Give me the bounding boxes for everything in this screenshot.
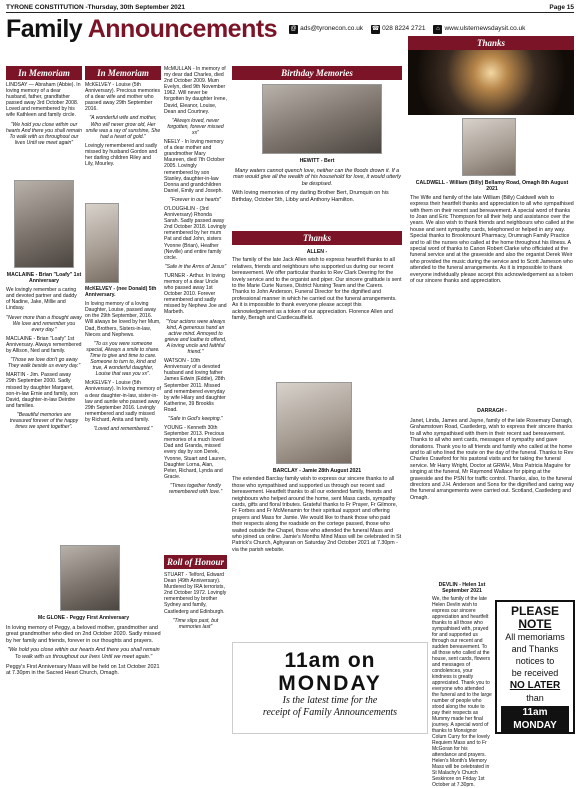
phone-icon: ☎ [371,25,380,32]
photo-mckelvey [85,203,119,283]
photo-hewitt [262,84,382,154]
deadline-notice [232,642,428,734]
caption-allen: ALLEN - [306,249,328,255]
caption-barclay: BARCLAY - Jamie 28th August 2021 [272,468,362,474]
caldwell-notice [410,178,574,406]
notice-maclaine-2: MACLAINE - Brian "Loafy" 1st Anniversary. Always remembered by Allison, Ned and family. [6,335,82,355]
caption-devlin: DEVLIN - Helen 1st September 2021 [438,582,486,594]
in-memoriam-banner-1: In Memoriam [6,66,82,80]
phone-text: 028 8224 2721 [382,24,426,32]
col1-bottom [6,270,82,460]
col3-bottom [164,572,227,732]
notice-turner: TURNER - Arthur. In loving memory of a dear Uncle who passed away 1st October 2010. Forever remembered and sadly missed by Nephew Joe and Marbeth. [164,272,227,316]
email-contact[interactable] [289,25,363,34]
verse-maclaine-2: "Those we love don't go away They walk beside us every day." [7,357,81,370]
notice-barclay: The extended Barclay family wish to express our sincere thanks to all those who sympathised and supported us through our recent sad bereavement. Heartfelt thanks to all our extended family, friends and neighbours who helped around the home, sent Mass cards, sympathy cards, gifts and floral tributes. Grateful thanks to Fr Prayer, Fr Gilmore, Fr Forbes and Fr McMenamin for their spiritual support and offering prayers and Mass for Jamie. We would like to thank those who paid their respects along the roadside on the cortege passed, those who waited outside the Chapel, those who attended the funeral Mass and who joined us online. Jamie's Months Mind Mass will be celebrated in St Patrick's Church, Aghyaran on Saturday 2nd October 2021 at 7.30pm - via the parish website. [232,476,402,553]
thanks-banner-middle: Thanks [232,231,402,245]
please-line1: PLEASE [510,604,559,618]
photo-barclay [276,382,352,464]
title-part1: Family [6,14,83,43]
title-part2: Announcements [87,14,278,43]
verse-neely: "Forever in our hearts" [170,196,221,203]
please-line6: be received [511,668,559,678]
notice-watson: WATSON - 10th Anniversary of a devoted husband and loving father James Edwin (Eddie), 28th September 2011. Missed and remembered everyday by wife Hilary and daughter Katherine, 39 Brooklis Road. [164,358,226,413]
notice-caldwell: The Wife and family of the late William (Billy) Caldwell wish to express their heartfelt thanks and appreciation to all who sympathised with them on their recent sad bereavement. A special word of thanks to Joan and Eric Thompson for all their help and assistance over the years. We also wish to thank friends and neighbours who called at the house and sent sympathy cards, telephoned or helped in any way. Special thanks to Brookmount Pharmacy, Drumragh Family Practice and to all the nurses who called at the home throughout his illness. A special word of thanks to Canon Robert Clarke who officiated at the funeral service and at the graveside and also the organist Derek Weir who provided the music during the service and to Scott Jameson who attended to the funeral arrangements. As it is impossible to thank everyone individually please accept this acknowledgement as a token of our sincere thanks and appreciation. [410,194,574,285]
verse-turner: "Your actions were always kind, A generous hand an active mind. Annoyed to grieve and loathe to offend, A loving uncle and faithful friend." [164,318,227,356]
verse-maclaine-1: "Never more than a thought away We love and remember you every day." [6,314,82,333]
notice-darragh: Janet, Linda, James and Jayne, family of the late Rosemary Darragh, Grahamstown Road, Castlederg, wish to express their sincere thanks to all who sympathised with them in their recent sad bereavement. Thanks to all who sent cards, messages of sympathy and gave donations. Thank you to all friends and family who called at the home and to all who lined the route on the day of the funeral. Thanks to Rev Charles Crawford for his pastoral visits and for taking the funeral service. Mr Harry Wright, Doctor at GRWH, Miss Patricia Maguire for singing at the funeral, Mr Raymond Wallace for piping at the graveside and the PSNI for traffic control. Thanks, also, to the funeral directors and J.H. Anderson and Sons for the dignified and caring way the funeral arrangements were carried out. Scotland, Castlederg and Omagh. [410,418,575,501]
verse-young: "Times together fondly remembered with love." [168,482,223,495]
notice-mckelvey-1: McKELVEY - Louise (5th Anniversary). Precious memories of a dear wife and mother who passed away 29th September 2016. [85,82,161,113]
deadline-line2: MONDAY [278,672,382,695]
photo-caldwell [462,118,516,176]
caption-mcglone: Mc GLONE - Peggy First Anniversary [37,615,130,621]
page-title [6,15,277,44]
allen-notice [232,247,402,379]
deadline-line1: 11am on [284,649,376,672]
caption-darragh: DARRAGH - [477,408,507,414]
notice-lindsay: LINDSAY — Abraham (Abbie). In loving memory of a dear husband, father, grandfather passed away 3rd October 2008. Loved and remembered by his wife Kathleen and family circle. [6,82,81,119]
verse-hewitt: Many waters cannot quench love, neither can the floods drown it. If a man would give all the wealth of his household for love, it would utterly be despised. [233,167,401,187]
col2-mid [85,286,161,466]
please-line3: All memoriams [505,632,565,642]
birthday-memories-banner: Birthday Memories [232,66,402,80]
deadline-line3a: Is the latest time for the [282,695,378,706]
please-line9: 11am MONDAY [501,706,569,732]
notice-mckelvey-3: McKELVEY - Louise (5th Anniversary). In loving memory of a dear daughter-in-law, sister-in-law and auntie who passed away 29th September 2016. Lovingly remembered and sadly missed by Richard, Anita and family. [85,380,161,423]
please-line5: notices to [515,656,555,666]
verse-mckelvey-3: "Loved and remembered." [93,425,153,432]
verse-mcglone: "We hold you close within our hearts And there you shall remain To walk with us throughout our lives Until we meet again." [7,647,160,660]
notice-hewitt: With loving memories of my darling Brother Bert, Drumquin on his Birthday, October 5th, Libby and Anthony Hamilton. [232,190,389,203]
web-icon: ⌂ [433,25,442,34]
caption-mckelvey-2: McKELVEY - (nee Donald) 5th Anniversary. [85,286,157,299]
verse-stuart: "Time slips past, but memories last" [172,617,219,630]
notice-neely: NEELY - In loving memory of a dear mother and grandmother Mary Maureen, died 7th October 2005. Lovingly remembered by son Stanley, daughter-in-law Donna and grandchildren Daniel, Emily and Joseph. [164,139,225,194]
mass-mcglone: Peggy's First Anniversary Mass will be held on 1st October 2021 at 7.30pm in the Sacred Heart Church, Omagh. [6,663,160,677]
notice-martin: MARTIN - Jim. Passed away 29th September 2000. Sadly missed by daughter Margaret, son-in-law Ernie and family, son David, daughter-in-law Deirdre and families. [6,372,78,409]
notice-devlin: We, the family of the late Helen Devlin wish to express our sincere appreciation and heartfelt thanks to all those who sympathised with, prayed for and supported us through our recent and sudden bereavement. To all those who called at the house, sent cards, flowers and messages of condolences, your kindness is greatly appreciated. Thank you to everyone who attended the funeral and to the large number of people who stood along the route to pay their respects as Mummy made her final journey. A special word of thanks to Monsignor Colum Curry for the lovely Requiem Mass and to Fr McGoran for his attendance and prayers. Helen's Month's Memory Mass will be celebrated in St Malachy's Church Seskinore on Friday 1st October at 7.30pm. [432,596,492,788]
verse-oloughlin: "Safe in the Arms of Jesus" [164,263,227,270]
page-header [6,2,574,13]
contact-info [289,25,525,34]
darragh-notice [410,418,574,580]
notice-mcglone: In loving memory of Peggy, a beloved mother, grandmother and great grandmother who died on 2nd October 2020. Sadly missed by her family and friends, forever in our thoughts and prayers. [6,624,161,644]
birthday-notice [232,156,402,228]
in-memoriam-banner-2: In Memoriam [85,66,161,80]
phone-contact[interactable] [371,25,425,34]
caption-hewitt: HEWITT - Bert [299,158,335,164]
verse-martin: "Beautiful memories are treasured forever of the happy times we spent together". [9,411,79,431]
paper-dateline: TYRONE CONSTITUTION -Thursday, 30th September 2021 [6,3,186,11]
photo-maclaine [14,180,74,268]
web-text: www.ulsternewsdaysit.co.uk [444,24,526,32]
notice-mcmullan: McMULLAN - In memory of my dear dad Charles, died 2nd October 2009. Mum Evelyn, died 9th November 1962. Will never be forgotten by daughter Irene, David, Eleanor, Louise, Dean and Courtney. [164,66,227,115]
photo-mcglone [60,545,120,611]
page-number: Page 15 [549,3,574,11]
notice-mckelvey-1b: Lovingly remembered and sadly missed by husband Gordon and her darling children Riley and Lily, Mourley. [85,142,158,168]
thanks-banner-right: Thanks [408,36,574,50]
verse-watson: "Safe in God's keeping." [168,415,223,422]
email-icon: @ [290,25,297,32]
candles-image [408,50,574,115]
verse-lindsay: "We hold you close within our hearts And there you shall remain To walk with us throughout our lives Until we meet again" [6,121,82,146]
notice-oloughlin: O'LOUGHLIN - (3rd Anniversary) Rhonda Sarah. Sadly passed away 2nd October 2018. Lovingly remembered by her mum Pat and dad John, sisters Yvonne (Brian), Heather (Neville) and entire family circle. [164,205,227,261]
deadline-line3b: receipt of Family Announcements [262,707,398,718]
notice-mckelvey-2: In loving memory of a loving Daughter, Louise, passed away on the 29th September, 2016. Will always be loved by her Mum, Dad, Brothers, Sisters-in-law, Nieces and Nephews. [85,301,161,338]
roll-of-honour-banner: Roll of Honour [164,555,227,569]
please-line8: than [526,693,544,703]
verse-mcmullan: "Always loved, never forgotten, forever missed xx" [167,117,224,136]
notice-young: YOUNG - Kenneth 30th September 2013. Precious memories of a much loved Dad and Granda, missed every day by son Derek, Yvonne, Stuart and Lauren, Daughter Lorna, Alan, Peter, Richard, Lynda and Gracie. [164,425,227,480]
please-line7: NO LATER [509,680,561,691]
verse-mckelvey-1: "A wonderful wife and mother, Who will never grow old, Her smile was a ray of sunshine, She had a heart of gold." [85,115,161,140]
caption-caldwell: CALDWELL - William (Billy) Bellamy Road, Omagh 8th August 2021 [415,180,569,193]
caption-maclaine: MACLAINE - Brian "Loafy" 1st Anniversary [6,272,82,285]
barclay-notice [232,466,402,638]
devlin-notice [432,580,492,788]
email-text: ads@tyronecon.co.uk [300,24,364,32]
notice-stuart: STUART - Telford, Edward Dean (49th Anniversary). Murdered by IRA terrorists, 2nd October 1972. Lovingly remembered by brother Sydney and family, Castlederg and Edinburgh. [164,572,227,615]
please-line4: and Thanks [511,644,559,654]
please-note-box [495,600,575,734]
notice-allen: The family of the late Jack Allen wish to express heartfelt thanks to all relatives, friends and neighbours who supported us during our recent bereavement. We offer particular thanks to Rev Clark Deering for the lovely service and to the organist and piper. Our sincere gratitude is sent to the Marie Curie Nurses, District Nursing Team and the Carers. Thanks to John Anderson, Funeral Director for the dignified and professional manner in which he carried out the funeral arrangements. As it is impossible to thank everyone please accept this acknowledgement as a token of our appreciation. Florence Allen and family, Beragh and Castlecaulfield. [232,257,402,322]
web-contact[interactable] [433,25,525,34]
mcglone-notice [6,613,161,733]
notice-maclaine-1: We lovingly remember a caring and devoted partner and daddy of Nadine, Jake, Millie and Lindsay. [6,287,77,312]
verse-mckelvey-2: "To us you were someone special, Always a smile to share. Time to give and time to care. Someone to turn to, kind and true, A wonderful daughter, Louise that was you xx". [86,340,160,378]
col3 [164,66,227,552]
please-line2: NOTE [518,617,552,631]
